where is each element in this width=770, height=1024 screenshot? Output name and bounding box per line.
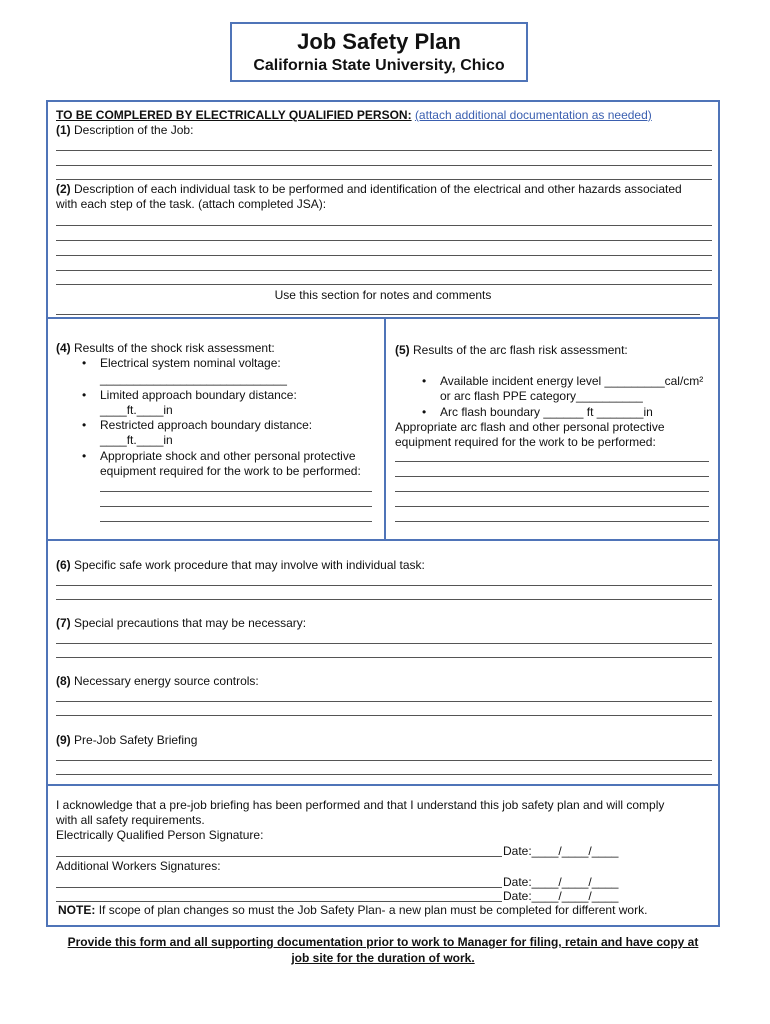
item-label: Specific safe work procedure that may involve with individual task:: [74, 558, 425, 572]
bullet-text: Arc flash boundary ______ ft _______in: [440, 405, 653, 419]
bullet-text: Available incident energy level _________cal/cm²: [440, 374, 704, 388]
special-precautions-line[interactable]: [56, 643, 712, 644]
bullet-text: Limited approach boundary distance:: [100, 388, 297, 402]
task-description-label-cont: with each step of the task. (attach completed JSA):: [56, 197, 327, 211]
item-label: Results of the arc flash risk assessment:: [413, 343, 628, 357]
item-number: (6): [56, 558, 71, 572]
additional-signature-date[interactable]: Date:____/____/____: [503, 889, 619, 903]
qualified-signature-label: Electrically Qualified Person Signature:: [56, 828, 264, 842]
arc-ppe-line[interactable]: [395, 506, 709, 507]
shock-ppe-line[interactable]: [100, 491, 372, 492]
procedures-section: [46, 539, 720, 786]
safe-work-procedure-line[interactable]: [56, 585, 712, 586]
limited-boundary-blank[interactable]: ____ft.____in: [100, 403, 173, 417]
additional-signatures-label: Additional Workers Signatures:: [56, 859, 221, 873]
bullet-text: Appropriate shock and other personal protective: [100, 449, 356, 463]
note-text: If scope of plan changes so must the Job Safety Plan- a new plan must be completed for different work.: [98, 903, 648, 917]
arc-flash-title: [395, 343, 628, 358]
item-label: Description of each individual task to be performed and identification of the electrical and other hazards associated: [74, 182, 682, 196]
special-precautions-label: [56, 616, 306, 631]
arc-ppe-line[interactable]: [395, 476, 709, 477]
task-description-line[interactable]: [56, 270, 712, 271]
note-label: NOTE:: [58, 903, 96, 917]
task-description-line[interactable]: [56, 284, 712, 285]
item-label: Description of the Job:: [74, 123, 194, 137]
heading-text: TO BE COMPLERED BY ELECTRICALLY QUALIFIED PERSON:: [56, 108, 412, 122]
job-description-line[interactable]: [56, 150, 712, 151]
arc-ppe-label-cont: equipment required for the work to be performed:: [395, 435, 656, 449]
notes-label: Use this section for notes and comments: [274, 288, 492, 302]
job-description-line[interactable]: [56, 179, 712, 180]
task-description-label: [56, 182, 682, 197]
bullet-text: Restricted approach boundary distance:: [100, 418, 313, 432]
arc-ppe-line[interactable]: [395, 461, 709, 462]
additional-signature-line[interactable]: [56, 901, 502, 902]
shock-ppe-line[interactable]: [100, 521, 372, 522]
footer-line: Provide this form and all supporting documentation prior to work to Manager for filing, retain and have copy at: [67, 935, 699, 949]
item-number: (2): [56, 182, 71, 196]
restricted-boundary-item: • Restricted approach boundary distance:: [82, 418, 313, 432]
title-box: [230, 22, 528, 82]
arc-ppe-line[interactable]: [395, 521, 709, 522]
energy-controls-line[interactable]: [56, 701, 712, 702]
shock-risk-title: [56, 341, 275, 356]
additional-signature-line[interactable]: [56, 887, 502, 888]
item-label: Results of the shock risk assessment:: [74, 341, 275, 355]
item-number: (8): [56, 674, 71, 688]
arc-ppe-label: Appropriate arc flash and other personal protective: [395, 420, 665, 434]
pre-job-briefing-label: [56, 733, 197, 748]
pre-job-briefing-line[interactable]: [56, 760, 712, 761]
shock-ppe-line[interactable]: [100, 506, 372, 507]
item-number: (4): [56, 341, 71, 355]
limited-boundary-item: • Limited approach boundary distance:: [82, 388, 297, 402]
bullet-text: Electrical system nominal voltage:: [100, 356, 281, 370]
arc-boundary-item: • Arc flash boundary ______ ft _______in: [422, 405, 653, 419]
acknowledgement-text-cont: with all safety requirements.: [56, 813, 205, 827]
voltage-item: • Electrical system nominal voltage:: [82, 356, 281, 370]
item-number: (1): [56, 123, 71, 137]
ppe-category-blank[interactable]: or arc flash PPE category__________: [440, 389, 643, 403]
notes-line[interactable]: [56, 314, 700, 315]
task-description-line[interactable]: [56, 240, 712, 241]
item-number: (7): [56, 616, 71, 630]
job-description-label: [56, 123, 193, 138]
qualified-signature-date[interactable]: Date:____/____/____: [503, 844, 619, 858]
page-subtitle: California State University, Chico: [253, 57, 505, 74]
arc-flash-section: [384, 317, 720, 541]
voltage-blank[interactable]: ____________________________: [100, 372, 287, 386]
special-precautions-line[interactable]: [56, 657, 712, 658]
heading-note: (attach additional documentation as needed): [414, 108, 652, 122]
safe-work-procedure-label: [56, 558, 425, 573]
acknowledgement-section: [46, 784, 720, 927]
task-description-line[interactable]: [56, 255, 712, 256]
energy-controls-label: [56, 674, 259, 689]
item-number: (9): [56, 733, 71, 747]
item-label: Necessary energy source controls:: [74, 674, 259, 688]
arc-ppe-line[interactable]: [395, 491, 709, 492]
shock-ppe-item-cont: equipment required for the work to be performed:: [100, 464, 361, 478]
task-description-line[interactable]: [56, 225, 712, 226]
pre-job-briefing-line[interactable]: [56, 774, 712, 775]
footer-instructions: [46, 934, 720, 966]
incident-energy-item: • Available incident energy level _________cal/cm²: [422, 374, 704, 388]
acknowledgement-text: I acknowledge that a pre-job briefing has been performed and that I understand this job safety plan and will comply: [56, 798, 665, 812]
page-title: Job Safety Plan: [297, 29, 461, 54]
qualified-signature-line[interactable]: [56, 856, 502, 857]
section-heading: [56, 108, 652, 123]
footer-line: job site for the duration of work.: [291, 951, 475, 965]
scope-note: [58, 903, 647, 918]
additional-signature-date[interactable]: Date:____/____/____: [503, 875, 619, 889]
shock-ppe-item: • Appropriate shock and other personal protective: [82, 449, 356, 463]
safe-work-procedure-line[interactable]: [56, 599, 712, 600]
job-description-section: [46, 100, 720, 319]
energy-controls-line[interactable]: [56, 715, 712, 716]
item-label: Special precautions that may be necessary:: [74, 616, 307, 630]
job-description-line[interactable]: [56, 165, 712, 166]
restricted-boundary-blank[interactable]: ____ft.____in: [100, 433, 173, 447]
shock-risk-section: [46, 317, 386, 541]
item-number: (5): [395, 343, 410, 357]
item-label: Pre-Job Safety Briefing: [74, 733, 198, 747]
